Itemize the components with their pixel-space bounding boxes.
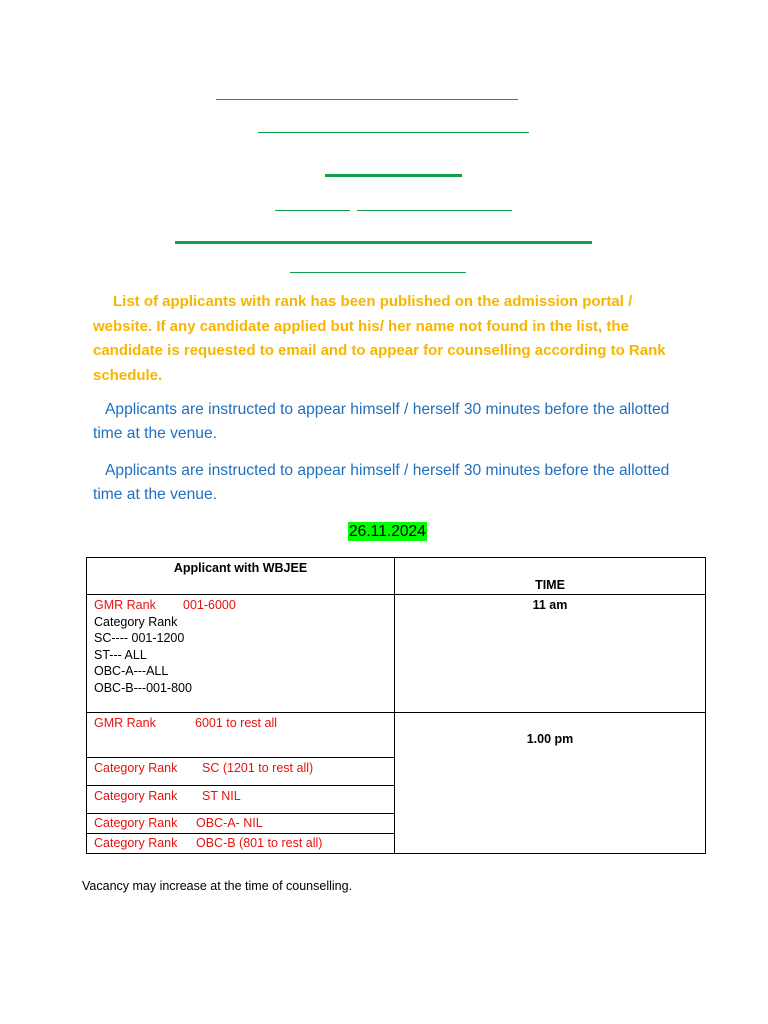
- slot2-category-st: Category Rank ST NIL: [87, 786, 395, 814]
- slot1-time: 11 am: [395, 595, 706, 713]
- slot1-line: ST--- ALL: [94, 647, 147, 662]
- header-line-4a: [275, 210, 350, 211]
- slot1-category-label: Category Rank: [94, 614, 178, 629]
- slot1-line: OBC-A---ALL: [94, 664, 169, 678]
- slot1-ranks: [87, 595, 395, 713]
- header-line-2: [258, 132, 529, 133]
- slot2-category-sc: Category Rank SC (1201 to rest all): [87, 758, 395, 786]
- header-line-3: [325, 174, 462, 177]
- table-row: [87, 595, 706, 713]
- intro-paragraph: List of applicants with rank has been published on the admission portal / website. If any candidate applied but his/ her name not found in the list, the candidate is requested to email and to appear for counselling according to Rank schedule.: [93, 293, 666, 384]
- schedule-table: [86, 557, 706, 854]
- slot2-category-obc-a: Category Rank OBC-A- NIL: [87, 814, 395, 834]
- slot2-time: 1.00 pm: [395, 713, 706, 854]
- schedule-date: 26.11.2024: [349, 523, 426, 540]
- slot2-gmr: GMR Rank 6001 to rest all: [87, 713, 395, 758]
- header-line-1: [216, 99, 518, 100]
- header-line-5: [175, 241, 592, 244]
- table-header-row: [87, 558, 706, 595]
- header-applicant: Applicant with WBJEE: [87, 558, 395, 595]
- slot1-line: SC---- 001-1200: [94, 631, 185, 645]
- instruction-paragraph-1: Applicants are instructed to appear himself / herself 30 minutes before the allotted time at the venue.: [93, 401, 670, 442]
- slot2-category-obc-b: Category Rank OBC-B (801 to rest all): [87, 834, 395, 854]
- header-line-4b: [357, 210, 512, 211]
- header-time: TIME: [395, 558, 706, 595]
- table-row: [87, 713, 706, 758]
- footer-note: Vacancy may increase at the time of counselling.: [82, 879, 353, 893]
- slot1-gmr: GMR Rank 001-6000: [94, 598, 236, 612]
- header-line-6: [290, 272, 466, 273]
- instruction-paragraph-2: Applicants are instructed to appear himself / herself 30 minutes before the allotted time at the venue.: [93, 462, 670, 503]
- slot1-line: OBC-B---001-800: [94, 680, 192, 695]
